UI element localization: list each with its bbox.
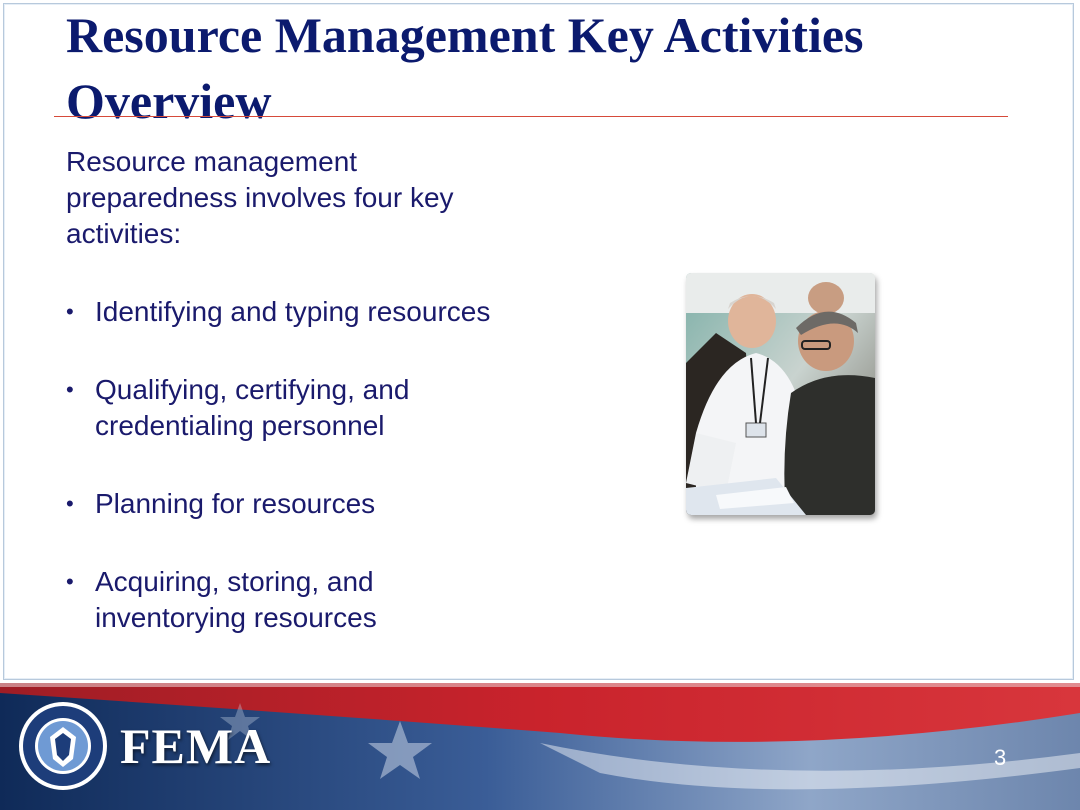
bullet-item	[66, 564, 435, 636]
bullet-item	[66, 294, 586, 330]
bullet-icon: •	[66, 491, 74, 516]
fema-wordmark: FEMA	[120, 718, 272, 774]
bullet-icon: •	[66, 377, 74, 402]
bullet-text: Acquiring, storing, and inventorying resources	[95, 566, 377, 633]
footer-banner	[0, 683, 1080, 810]
slide-title: Resource Management Key Activities Overview	[66, 7, 864, 129]
dhs-seal-icon	[18, 701, 108, 791]
bullet-item	[66, 486, 586, 522]
photo-illustration	[686, 273, 875, 515]
title-divider	[54, 116, 1008, 117]
bullet-list	[66, 294, 586, 678]
bullet-icon: •	[66, 299, 74, 324]
bullet-icon: •	[66, 569, 74, 594]
intro-text: Resource management preparedness involves four key activities:	[66, 146, 454, 249]
bullet-text: Qualifying, certifying, and credentialing personnel	[95, 374, 410, 441]
page-number: 3	[994, 745, 1007, 770]
bullet-text: Identifying and typing resources	[95, 296, 491, 327]
bullet-text: Planning for resources	[95, 488, 376, 519]
photo-image	[686, 273, 875, 515]
bullet-item	[66, 372, 455, 444]
